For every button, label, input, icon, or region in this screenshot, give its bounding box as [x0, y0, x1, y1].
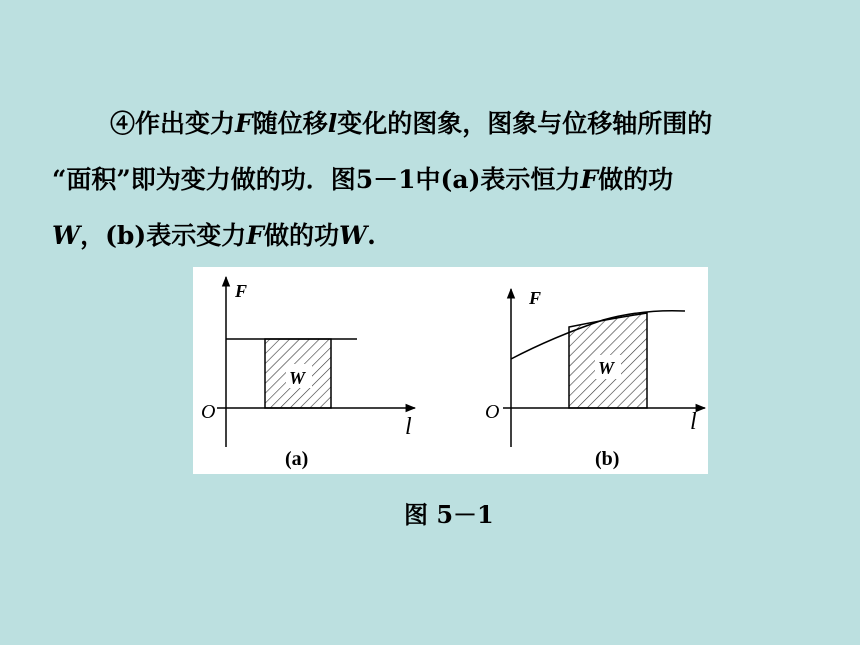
- area-label-b: W: [598, 358, 615, 378]
- text-run: ，(b)表示变力: [80, 221, 247, 250]
- area-label-a: W: [289, 368, 306, 388]
- variable-F: F: [235, 109, 253, 138]
- figure-diagram: [193, 267, 708, 474]
- variable-l: l: [327, 109, 338, 138]
- panel-label-b: (b): [595, 448, 620, 470]
- variable-W: W: [52, 221, 81, 250]
- text-run: ④作出变力: [110, 109, 236, 138]
- paragraph-line-3: [52, 208, 832, 264]
- variable-W: W: [338, 221, 368, 250]
- paragraph-line-1: [52, 96, 832, 152]
- text-run: 做的功: [598, 165, 674, 194]
- text-run: 随位移: [252, 109, 328, 138]
- variable-F: F: [246, 221, 264, 250]
- paragraph-line-2: [52, 152, 832, 208]
- text-run: .: [367, 221, 376, 250]
- origin-label-b: O: [485, 401, 500, 423]
- origin-label-a: O: [201, 401, 216, 423]
- paragraph: [52, 96, 832, 264]
- x-axis-label-a: l: [405, 414, 412, 440]
- panel-b: [485, 288, 705, 470]
- panel-label-a: (a): [285, 448, 309, 470]
- figure: [193, 267, 708, 474]
- x-axis-label-b: l: [690, 409, 697, 435]
- variable-F: F: [580, 165, 599, 194]
- figure-caption: 图 5－1: [404, 500, 494, 529]
- text-run: 变化的图象，图象与位移轴所围的: [337, 109, 713, 138]
- y-axis-label-b: F: [529, 288, 542, 308]
- y-axis-label-a: F: [235, 281, 248, 301]
- text-run: 做的功: [263, 221, 339, 250]
- text-run: “面积”即为变力做的功．图5－1中(a)表示恒力: [52, 165, 581, 194]
- panel-a: [201, 277, 415, 470]
